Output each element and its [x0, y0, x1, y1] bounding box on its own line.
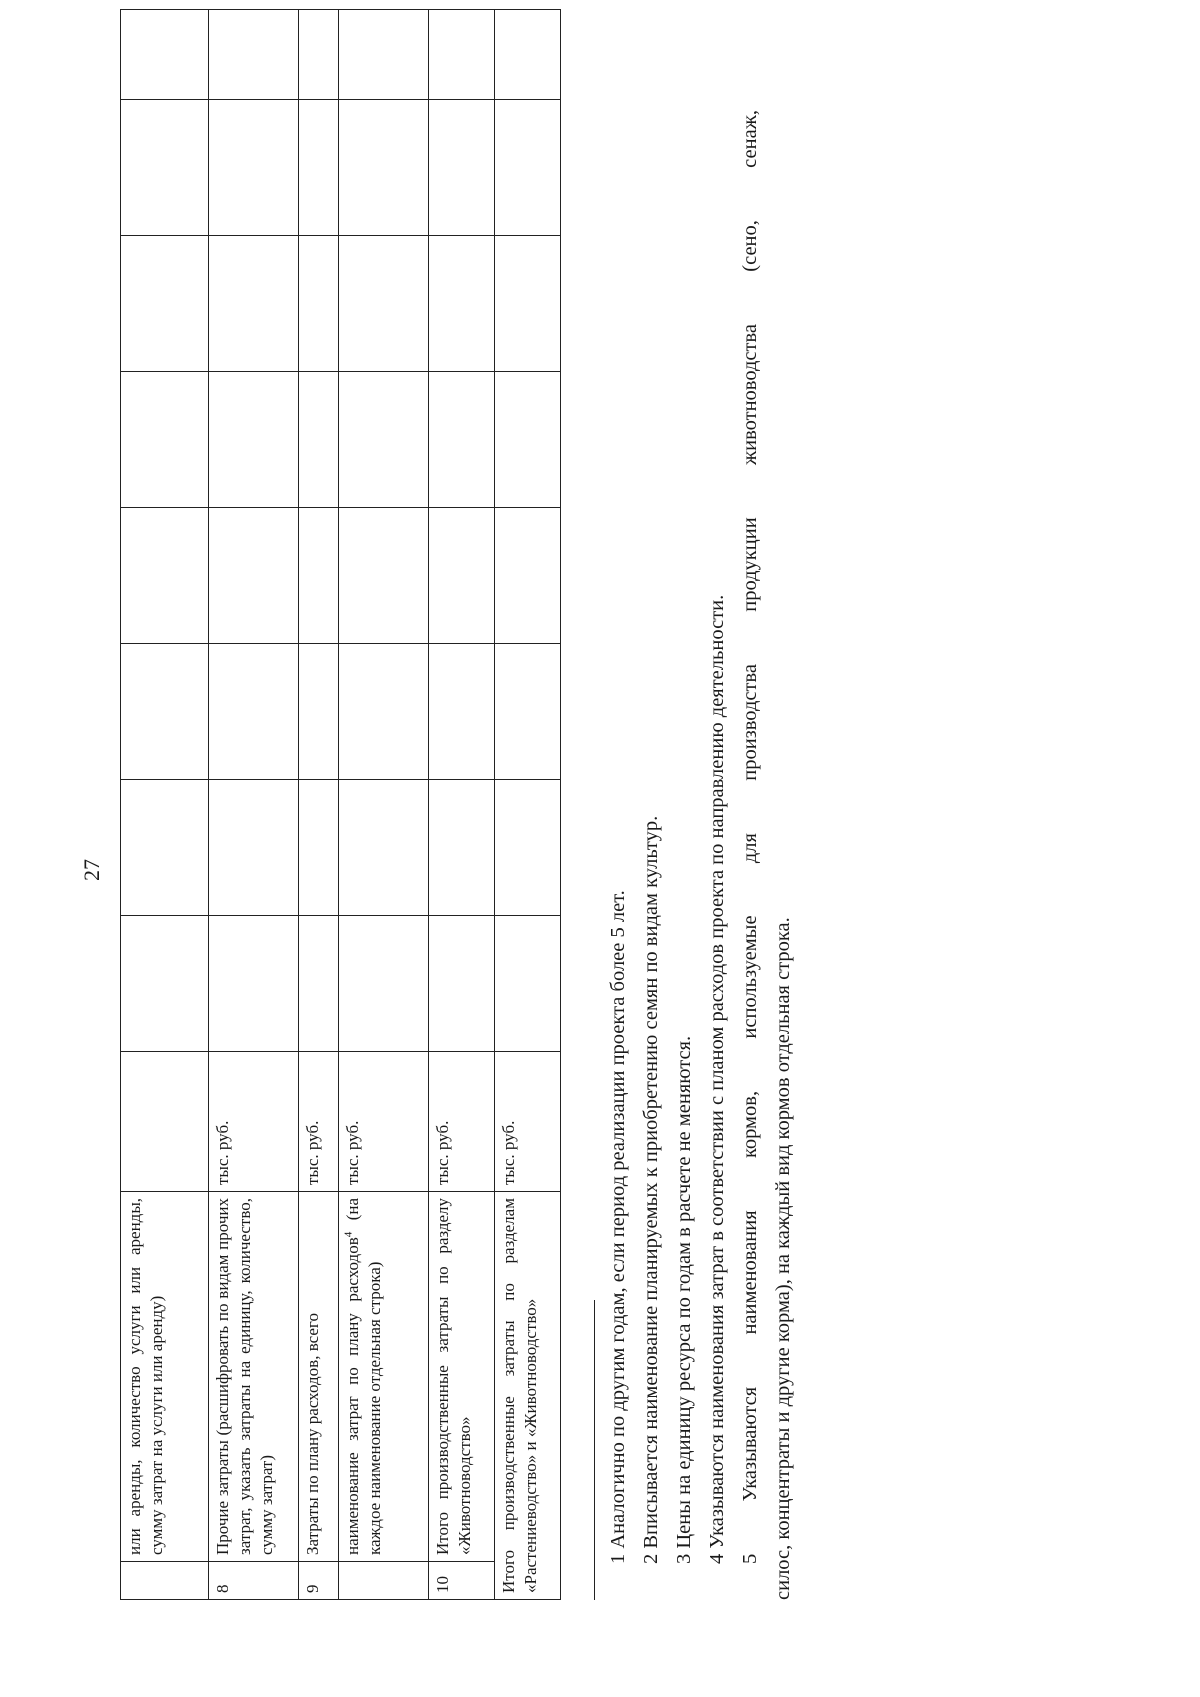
footnote-1: 1 Аналогично по другим годам, если период реализации проекта более 5 лет. [607, 890, 629, 1564]
value-cell [121, 100, 209, 236]
footnote-marker: 4 [342, 1231, 355, 1238]
table-row [299, 10, 339, 1600]
value-cell [209, 780, 299, 916]
footnote-2: 2 Вписывается наименование планируемых к приобретению семян по видам культур. [640, 815, 662, 1564]
row-number: 9 [299, 1562, 339, 1600]
row-number [121, 1562, 209, 1600]
value-cell [121, 644, 209, 780]
table-row [339, 10, 429, 1600]
value-cell [209, 508, 299, 644]
footnotes [602, 110, 800, 1600]
value-cell [339, 780, 429, 916]
value-cell [299, 100, 339, 236]
page-number: 27 [79, 859, 104, 881]
value-cell [495, 236, 561, 372]
value-cell [299, 372, 339, 508]
row-unit: тыс. руб. [429, 1052, 495, 1192]
row-description-text: наименование затрат по плану расходов [343, 1237, 362, 1555]
value-cell [299, 10, 339, 100]
table-row [495, 10, 561, 1600]
value-cell [429, 644, 495, 780]
row-unit: тыс. руб. [339, 1052, 429, 1192]
value-cell [495, 644, 561, 780]
row-description: или аренды, количество услуги или аренды, сумму затрат на услуги или аренду) [121, 1192, 209, 1562]
row-description: Итого производственные затраты по разделам «Растениеводство» и «Животноводство» [495, 1192, 561, 1600]
value-cell [209, 916, 299, 1052]
value-cell [209, 100, 299, 236]
value-cell [121, 236, 209, 372]
footnote-3: 3 Цены на единицу ресурса по годам в расчете не меняются. [673, 1035, 695, 1564]
value-cell [495, 780, 561, 916]
cost-table [120, 9, 561, 1600]
value-cell [299, 508, 339, 644]
value-cell [429, 100, 495, 236]
value-cell [339, 508, 429, 644]
value-cell [495, 372, 561, 508]
value-cell [495, 100, 561, 236]
value-cell [299, 916, 339, 1052]
footnote-4: 4 Указываются наименования затрат в соответствии с планом расходов проекта по направлению деятельности. [706, 594, 728, 1564]
row-description-continuation: (на каждое наименование отдельная строка) [343, 1197, 384, 1555]
table-row [429, 10, 495, 1600]
table-row [121, 10, 209, 1600]
value-cell [495, 10, 561, 100]
table-row [209, 10, 299, 1600]
value-cell [495, 916, 561, 1052]
value-cell [121, 780, 209, 916]
landscape-content [120, 110, 800, 1600]
value-cell [429, 916, 495, 1052]
footnote-5-continuation: силос, концентраты и другие корма), на каждый вид кормов отдельная строка. [772, 917, 794, 1600]
value-cell [429, 508, 495, 644]
value-cell [339, 236, 429, 372]
value-cell [339, 644, 429, 780]
row-description: Прочие затраты (расшифровать по видам прочих затрат, указать затраты на единицу, количество, сумму затрат) [209, 1192, 299, 1562]
value-cell [209, 236, 299, 372]
row-number: 10 [429, 1562, 495, 1600]
value-cell [209, 372, 299, 508]
value-cell [121, 508, 209, 644]
value-cell [121, 916, 209, 1052]
value-cell [121, 372, 209, 508]
value-cell [209, 10, 299, 100]
value-cell [209, 644, 299, 780]
value-cell [339, 916, 429, 1052]
value-cell [339, 100, 429, 236]
value-cell [299, 780, 339, 916]
value-cell [339, 10, 429, 100]
value-cell [339, 372, 429, 508]
value-cell [121, 10, 209, 100]
row-unit: тыс. руб. [209, 1052, 299, 1192]
value-cell [429, 372, 495, 508]
row-description [339, 1192, 429, 1562]
value-cell [429, 780, 495, 916]
footnote-divider [594, 1300, 595, 1600]
row-description: Затраты по плану расходов, всего [299, 1192, 339, 1562]
value-cell [495, 508, 561, 644]
row-number [339, 1562, 429, 1600]
row-number: 8 [209, 1562, 299, 1600]
value-cell [429, 10, 495, 100]
value-cell [299, 236, 339, 372]
value-cell [299, 644, 339, 780]
row-unit [121, 1052, 209, 1192]
row-unit: тыс. руб. [299, 1052, 339, 1192]
footnote-5: 5 Указываются наименования кормов, используемые для производства продукции животноводства (сено, сенаж, [739, 110, 761, 1564]
value-cell [429, 236, 495, 372]
row-unit: тыс. руб. [495, 1052, 561, 1192]
row-description: Итого производственные затраты по разделу «Животноводство» [429, 1192, 495, 1562]
